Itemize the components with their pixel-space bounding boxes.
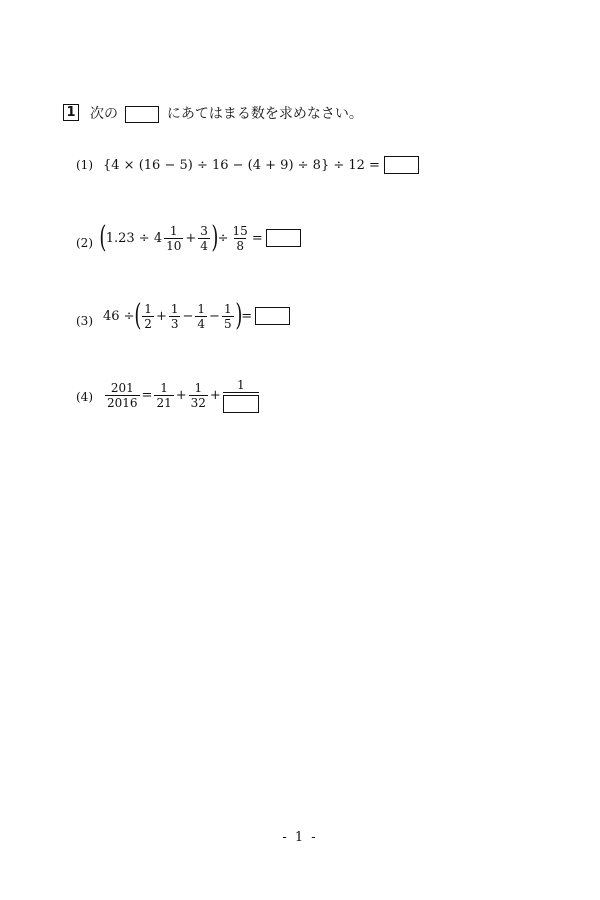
close-paren: ) bbox=[211, 220, 219, 255]
numerator: 1 bbox=[237, 378, 245, 392]
denominator: 8 bbox=[236, 238, 244, 253]
operator: ÷ bbox=[217, 230, 229, 246]
fraction bbox=[222, 302, 234, 331]
operator: + bbox=[175, 388, 187, 403]
denominator: 3 bbox=[170, 316, 179, 331]
section-number: 1 bbox=[63, 104, 79, 121]
numerator: 1 bbox=[169, 223, 178, 238]
problem-3-label: (3) bbox=[76, 314, 93, 328]
answer-box-2[interactable] bbox=[266, 229, 301, 247]
fraction bbox=[231, 224, 250, 253]
answer-box-3[interactable] bbox=[255, 307, 290, 325]
answer-box-4[interactable] bbox=[223, 395, 259, 413]
denominator-answer bbox=[223, 392, 259, 413]
denominator: 4 bbox=[200, 238, 208, 253]
numerator: 1 bbox=[144, 301, 152, 316]
answer-box-1[interactable] bbox=[384, 156, 419, 174]
denominator: 2016 bbox=[107, 396, 138, 410]
problem-4-label: (4) bbox=[76, 390, 93, 404]
close-paren: ) bbox=[234, 298, 242, 333]
fraction bbox=[142, 302, 154, 331]
denominator: 21 bbox=[156, 396, 172, 410]
term: 1.23 ÷ 4 bbox=[105, 230, 163, 246]
instruction-before: 次の bbox=[90, 106, 118, 122]
numerator: 201 bbox=[110, 381, 134, 395]
denominator: 5 bbox=[223, 316, 232, 331]
numerator: 3 bbox=[200, 223, 208, 238]
fraction bbox=[223, 378, 259, 413]
numerator: 15 bbox=[232, 223, 248, 238]
open-paren: ( bbox=[99, 220, 107, 255]
problem-4-expression bbox=[103, 378, 261, 413]
fraction bbox=[105, 381, 140, 410]
fraction bbox=[154, 381, 173, 410]
blank-box-example bbox=[125, 106, 159, 123]
instruction-after: にあてはまる数を求めなさい。 bbox=[166, 106, 363, 122]
numerator: 1 bbox=[197, 301, 206, 316]
numerator: 1 bbox=[194, 381, 203, 395]
operator: − bbox=[209, 308, 220, 324]
problem-3-expression bbox=[103, 298, 290, 333]
operator: − bbox=[182, 308, 194, 324]
problem-1-expression bbox=[103, 156, 419, 174]
numerator: 1 bbox=[160, 381, 168, 395]
numerator: 1 bbox=[223, 301, 232, 316]
operator: + bbox=[185, 230, 197, 246]
term: 46 ÷ bbox=[103, 308, 135, 324]
denominator: 10 bbox=[166, 238, 182, 253]
fraction bbox=[189, 381, 208, 410]
problem-1-text: {4 × (16 − 5) ÷ 16 − (4 + 9) ÷ 8} ÷ 12 = bbox=[103, 157, 380, 173]
problem-1-label: (1) bbox=[76, 158, 93, 172]
fraction bbox=[195, 302, 207, 331]
problem-2-expression bbox=[99, 220, 301, 255]
denominator: 2 bbox=[144, 316, 152, 331]
denominator: 4 bbox=[197, 316, 206, 331]
operator: + bbox=[155, 308, 167, 324]
open-paren: ( bbox=[133, 298, 141, 333]
fraction bbox=[164, 224, 183, 253]
page-number: - 1 - bbox=[282, 830, 318, 845]
operator: + bbox=[209, 388, 221, 403]
instruction bbox=[90, 103, 363, 123]
equals: = bbox=[241, 308, 253, 324]
equals: = bbox=[141, 388, 153, 403]
equals: = bbox=[251, 230, 263, 246]
denominator: 32 bbox=[190, 396, 206, 410]
fraction bbox=[198, 224, 210, 253]
fraction bbox=[169, 302, 181, 331]
numerator: 1 bbox=[170, 301, 179, 316]
problem-2-label: (2) bbox=[76, 236, 93, 250]
